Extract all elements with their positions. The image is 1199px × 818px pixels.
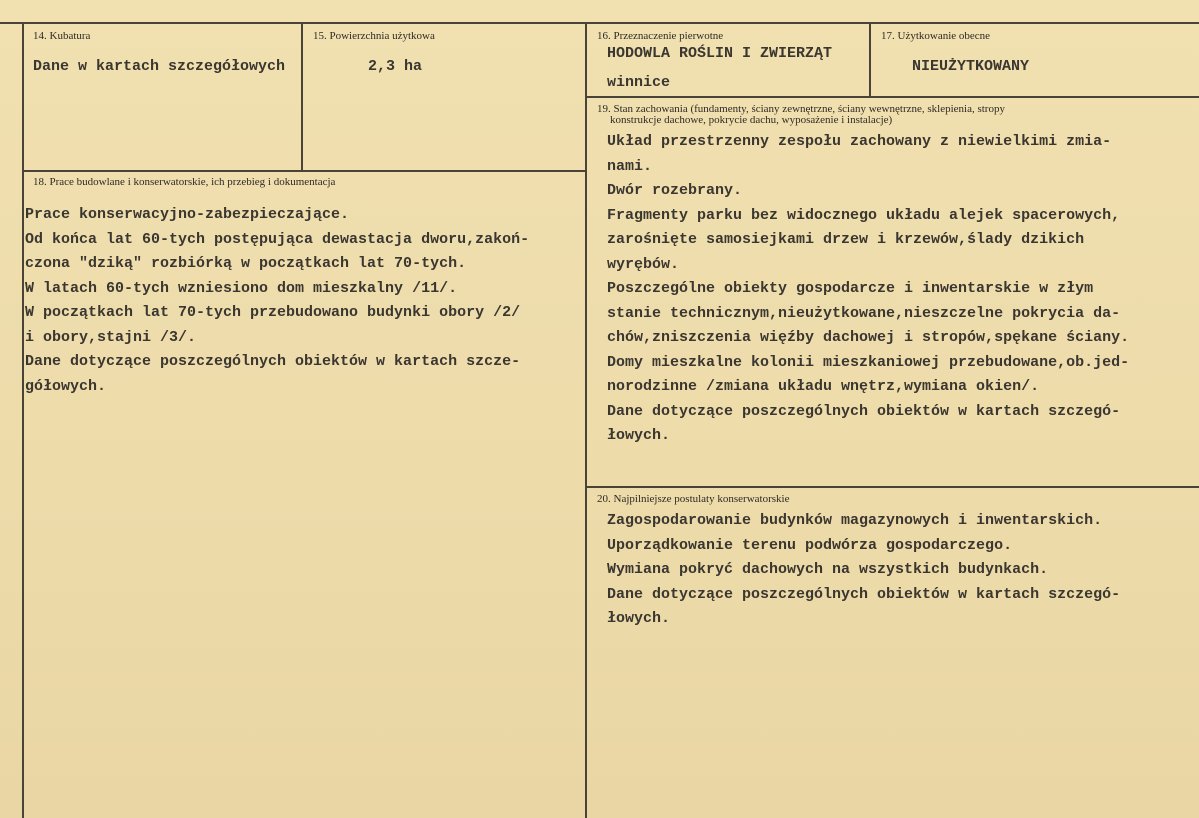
text-line: chów,zniszczenia więźby dachowej i stropów,spękane ściany. (607, 329, 1130, 346)
text-line: W początkach lat 70-tych przebudowano budynki obory /2/ (25, 304, 521, 321)
field-15-value: 2,3 ha (368, 58, 423, 75)
field-16-value-line1: HODOWLA ROŚLIN I ZWIERZĄT (607, 45, 833, 62)
field-18-label: 18. Prace budowlane i konserwatorskie, ich przebieg i dokumentacja (33, 176, 336, 188)
section-20-divider (586, 486, 1199, 488)
text-line: zarośnięte samosiejkami drzew i krzewów,ślady dzikich (607, 231, 1085, 248)
text-line: i obory,stajni /3/. (25, 328, 197, 346)
text-line: Domy mieszkalne kolonii mieszkaniowej przebudowane,ob.jed- (607, 353, 1130, 371)
text-line: Dane dotyczące poszczególnych obiektów w kartach szczegó- (607, 402, 1121, 420)
field-14-label: 14. Kubatura (33, 30, 91, 42)
text-line: Uporządkowanie terenu podwórza gospodarczego. (607, 536, 1013, 554)
text-line: Poszczególne obiekty gospodarcze i inwentarskie w złym (607, 280, 1094, 297)
field-17-value: NIEUŻYTKOWANY (912, 58, 1030, 75)
row1-divider-right (586, 96, 1199, 98)
text-line: Dwór rozebrany. (607, 182, 743, 199)
text-line: czona "dziką" rozbiórką w początkach lat 70-tych. (25, 255, 467, 272)
field-19-text (607, 130, 1129, 449)
text-line: Zagospodarowanie budynków magazynowych i inwentarskich. (607, 512, 1103, 529)
text-line: Od końca lat 60-tych postępująca dewastacja dworu,zakoń- (25, 230, 530, 248)
field-19-label-line2: konstrukcje dachowe, pokrycie dachu, wyposażenie i instalacje) (610, 114, 893, 126)
text-line: łowych. (607, 610, 671, 627)
field-20-text (607, 509, 1120, 632)
divider-14-15 (301, 22, 303, 170)
text-line: Prace konserwacyjno-zabezpieczające. (25, 206, 350, 223)
field-14-value: Dane w kartach szczegółowych (33, 58, 286, 75)
field-16-label: 16. Przeznaczenie pierwotne (597, 30, 724, 42)
top-border (0, 22, 1199, 24)
text-line: W latach 60-tych wzniesiono dom mieszkalny /11/. (25, 279, 458, 297)
text-line: Wymiana pokryć dachowych na wszystkich budynkach. (607, 561, 1049, 578)
row1-divider-left (22, 170, 586, 172)
field-17-label: 17. Użytkowanie obecne (881, 30, 991, 42)
field-15-label: 15. Powierzchnia użytkowa (313, 30, 435, 42)
text-line: Układ przestrzenny zespołu zachowany z niewielkimi zmia- (607, 133, 1112, 150)
field-19-label-line1: 19. Stan zachowania (fundamenty, ściany zewnętrzne, ściany wewnętrzne, sklepienia, stropy (597, 103, 1005, 115)
text-line: stanie technicznym,nieużytkowane,nieszczelne pokrycia da- (607, 304, 1121, 322)
field-20-label: 20. Najpilniejsze postulaty konserwatorskie (597, 493, 790, 505)
text-line: Fragmenty parku bez widocznego układu alejek spacerowych, (607, 206, 1121, 224)
left-border (22, 22, 24, 818)
text-line: nami. (607, 157, 653, 175)
text-line: gółowych. (25, 377, 107, 395)
field-18-text (25, 203, 529, 399)
text-line: łowych. (607, 427, 671, 444)
text-line: norodzinne /zmiana układu wnętrz,wymiana okien/. (607, 378, 1040, 395)
center-divider (585, 22, 587, 818)
text-line: Dane dotyczące poszczególnych obiektów w kartach szczegó- (607, 585, 1121, 603)
text-line: Dane dotyczące poszczególnych obiektów w kartach szcze- (25, 353, 521, 370)
divider-16-17 (869, 22, 871, 96)
field-16-value-line2: winnice (607, 74, 671, 91)
text-line: wyrębów. (607, 255, 680, 273)
